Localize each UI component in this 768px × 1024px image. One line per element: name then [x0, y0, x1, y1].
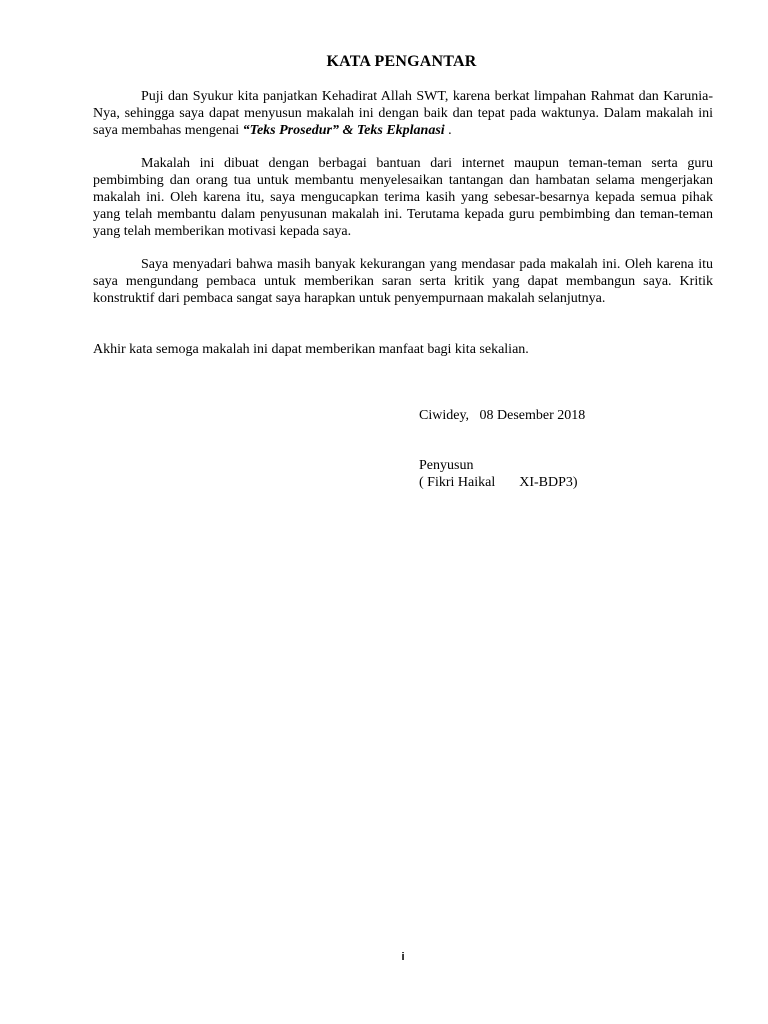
signature-author-name: ( Fikri Haikal	[419, 475, 496, 490]
signature-place-date: Ciwidey, 08 Desember 2018	[419, 408, 586, 423]
paragraph-acknowledgement: Makalah ini dibuat dengan berbagai bantuan dari internet maupun teman-teman serta guru pembimbing dan orang tua untuk membantu menyelesaikan tantangan dan hambatan selama mengerjakan makalah ini. Oleh karena itu, saya mengucapkan terima kasih yang sebesar-besarnya kepada semua pihak yang telah membantu dalam penyusunan makalah ini. Terutama kepada guru pembimbing dan teman-teman yang telah memberikan motivasi kepada saya.	[93, 156, 713, 239]
signature-class: XI-BDP3)	[519, 475, 578, 490]
paragraph-intro	[93, 88, 713, 139]
signature-role: Penyusun	[419, 458, 474, 473]
paragraph-intro-emphasis: “Teks Prosedur” & Teks Ekplanasi	[242, 123, 445, 138]
paragraph-closing: Akhir kata semoga makalah ini dapat memberikan manfaat bagi kita sekalian.	[93, 342, 529, 357]
paragraph-shortcomings: Saya menyadari bahwa masih banyak kekurangan yang mendasar pada makalah ini. Oleh karena itu saya mengundang pembaca untuk memberikan saran serta kritik yang dapat membangun saya. Kritik konstruktif dari pembaca sangat saya harapkan untuk penyempurnaan makalah selanjutnya.	[93, 257, 713, 306]
page-title: KATA PENGANTAR	[326, 53, 477, 70]
paragraph-intro-text: Puji dan Syukur kita panjatkan Kehadirat Allah SWT, karena berkat limpahan Rahmat dan Karunia-Nya, sehingga saya dapat menyusun makalah ini dengan baik dan tepat pada waktunya. Dalam makalah ini saya membahas mengenai	[93, 89, 713, 138]
paragraph-intro-ending: .	[444, 123, 452, 138]
signature-name-line	[419, 474, 679, 491]
page-number: i	[401, 951, 405, 963]
